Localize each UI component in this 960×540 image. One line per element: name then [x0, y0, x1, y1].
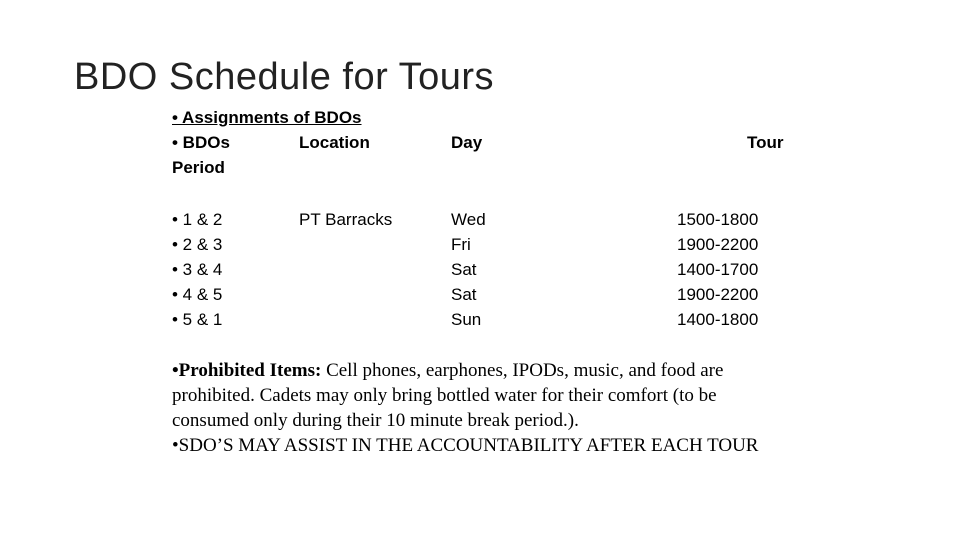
- bdos-cell: • 1 & 2: [172, 210, 223, 229]
- bdos-cell: • 3 & 4: [172, 260, 223, 279]
- prohibited-items-label: •Prohibited Items:: [172, 360, 322, 381]
- day-cell: Sat: [451, 260, 477, 279]
- day-cell: Fri: [451, 235, 471, 254]
- header-tour: Tour: [747, 133, 784, 152]
- location-column: [299, 207, 392, 232]
- bdos-cell: • 5 & 1: [172, 310, 223, 329]
- period-column: [677, 207, 758, 332]
- prohibited-items-text: Cell phones, earphones, IPODs, music, and food are prohibited. Cadets may only bring bottled water for their comfort (to be consumed only during their 10 minute break period.).: [172, 360, 724, 431]
- period-cell: 1500-1800: [677, 210, 759, 229]
- bdos-cell: • 2 & 3: [172, 235, 223, 254]
- day-cell: Wed: [451, 210, 486, 229]
- period-cell: 1400-1700: [677, 260, 759, 279]
- header-period: Period: [172, 158, 225, 177]
- period-cell: 1900-2200: [677, 235, 759, 254]
- notes-block: [172, 358, 792, 458]
- bdos-column: [172, 207, 222, 332]
- prohibited-items-paragraph: [172, 358, 792, 433]
- bdos-cell: • 4 & 5: [172, 285, 223, 304]
- header-location: Location: [299, 133, 370, 152]
- day-column: [451, 207, 486, 332]
- day-cell: Sun: [451, 310, 482, 329]
- page-title: BDO Schedule for Tours: [74, 56, 495, 98]
- header-day: Day: [451, 133, 483, 152]
- assignments-heading: • Assignments of BDOs: [172, 108, 362, 127]
- period-cell: 1900-2200: [677, 285, 759, 304]
- period-cell: 1400-1800: [677, 310, 759, 329]
- day-cell: Sat: [451, 285, 477, 304]
- header-bdos: • BDOs: [172, 133, 230, 152]
- location-cell: PT Barracks: [299, 210, 393, 229]
- sdo-note: •SDO’S MAY ASSIST IN THE ACCOUNTABILITY AFTER EACH TOUR: [172, 435, 759, 456]
